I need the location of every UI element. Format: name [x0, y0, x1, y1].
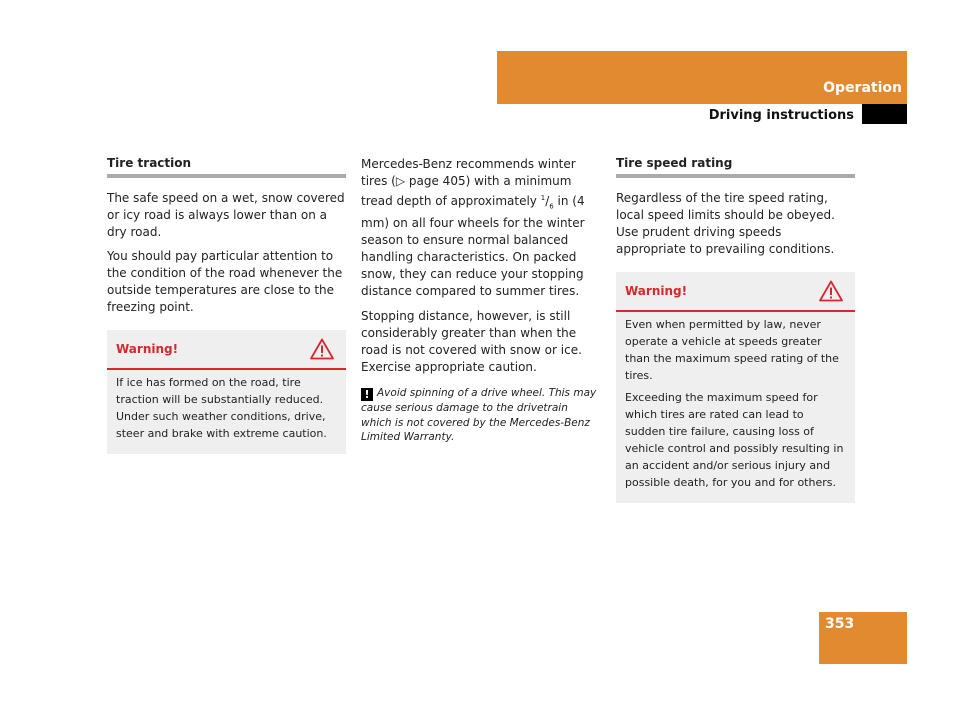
subsection-title: Driving instructions — [708, 108, 854, 123]
paragraph: Mercedes-Benz recommends winter tires (▷ page 405) with a minimum tread depth of approximately $^1/_6$ in (4 mm) on all four wheels for the winter season to ensure normal balanced handling characteristics. On packed snow, they can reduce your stopping distance compared to summer tires. — [361, 157, 585, 299]
warning-box — [107, 330, 346, 454]
fraction-denominator: 6 — [549, 202, 554, 211]
header-band — [497, 51, 907, 104]
text-run: page 405) with a minimum tread depth of approximately — [361, 174, 572, 208]
thumb-tab — [862, 104, 907, 124]
text-run: Mercedes-Benz recommends winter tires ( — [361, 157, 576, 188]
paragraph: Regardless of the tire speed rating, local speed limits should be obeyed. Use prudent driving speeds appropriate to prevailing conditions. — [616, 191, 835, 256]
page-number: 353 — [825, 616, 855, 632]
warning-body — [107, 370, 346, 454]
warning-text: If ice has formed on the road, tire traction will be substantially reduced. Under such weather conditions, drive, steer and brake with extreme caution. — [116, 376, 327, 440]
note-text: Avoid spinning of a drive wheel. This may cause serious damage to the drivetrain which is not covered by the Mercedes-Benz Limited Warranty. — [361, 387, 597, 444]
warning-box — [616, 272, 855, 503]
column-3 — [616, 156, 855, 503]
column-1 — [107, 156, 346, 454]
warning-triangle-icon — [819, 280, 843, 302]
page-reference-arrow-icon: ▷ — [395, 174, 406, 188]
text-run: in (4 mm) on all four wheels for the winter season to ensure normal balanced handling characteristics. On packed snow, they can reduce your stopping distance compared to summer tires. — [361, 194, 585, 299]
warning-text: Even when permitted by law, never operate a vehicle at speeds greater than the maximum speed rating of the tires. — [625, 318, 839, 382]
warning-header — [107, 330, 346, 370]
warning-label: Warning! — [116, 342, 179, 356]
caution-note — [361, 386, 600, 445]
warning-header — [616, 272, 855, 312]
warning-triangle-icon — [310, 338, 334, 360]
paragraph: You should pay particular attention to the condition of the road whenever the outside temperatures are close to the freezing point. — [107, 249, 343, 314]
exclamation-icon: ! — [361, 388, 373, 401]
section-title: Operation — [823, 80, 902, 96]
fraction-numerator: 1 — [540, 194, 546, 202]
warning-text: Exceeding the maximum speed for which tires are rated can lead to sudden tire failure, causing loss of vehicle control and possibly resulting in an accident and/or serious injury and possible death, for you and for others. — [625, 391, 844, 489]
paragraph: Stopping distance, however, is still considerably greater than when the road is not covered with snow or ice. Exercise appropriate caution. — [361, 309, 582, 375]
tire-speed-rating-heading: Tire speed rating — [616, 156, 855, 178]
column-2 — [361, 156, 600, 445]
tire-traction-heading: Tire traction — [107, 156, 346, 178]
warning-label: Warning! — [625, 284, 688, 298]
warning-body — [616, 312, 855, 503]
paragraph: The safe speed on a wet, snow covered or icy road is always lower than on a dry road. — [107, 191, 345, 239]
